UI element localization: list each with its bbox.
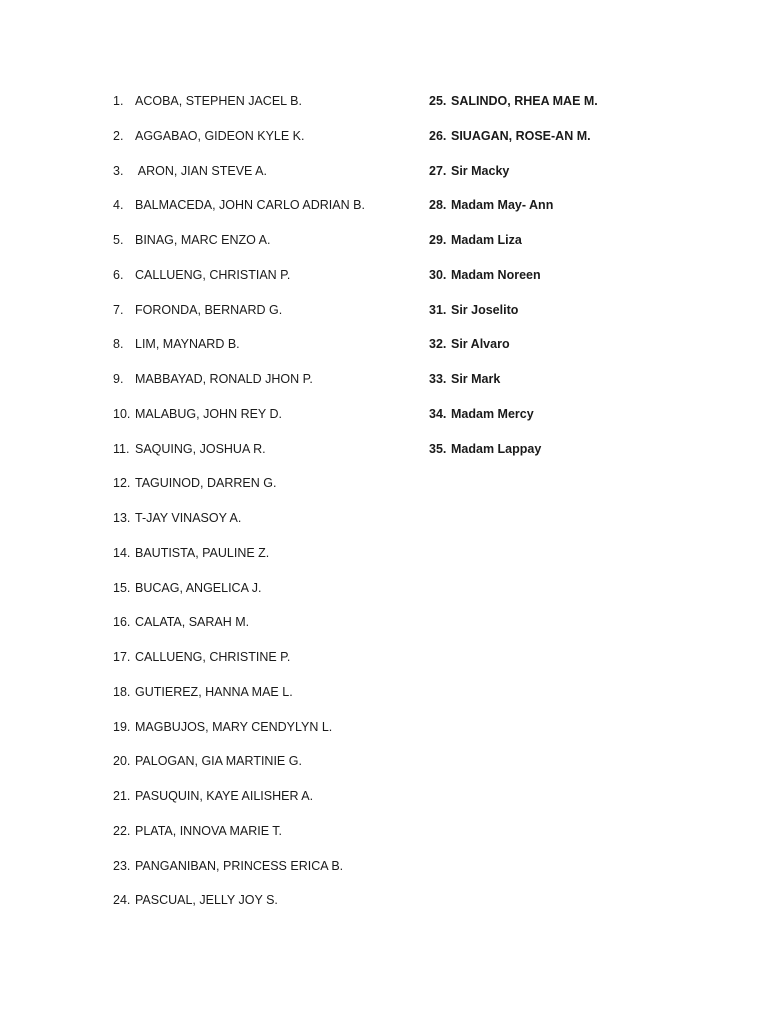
list-item-number: 32. [429, 337, 447, 352]
list-item [113, 751, 413, 786]
list-item-number: 21. [113, 789, 131, 803]
list-item [429, 265, 729, 300]
list-item-name: TAGUINOD, DARREN G. [135, 476, 277, 491]
list-item [113, 300, 413, 335]
list-item [113, 473, 413, 508]
list-item-number: 33. [429, 372, 447, 386]
list-item [113, 786, 413, 821]
list-item-number: 8. [113, 337, 124, 352]
list-item-number: 13. [113, 511, 131, 525]
list-item [113, 265, 413, 300]
list-item-name: BINAG, MARC ENZO A. [135, 233, 271, 247]
list-item-number: 28. [429, 198, 447, 213]
list-item-number: 1. [113, 94, 124, 108]
list-item-name: AGGABAO, GIDEON KYLE K. [135, 128, 305, 143]
list-item [113, 161, 413, 196]
list-item-name: FORONDA, BERNARD G. [135, 302, 283, 317]
list-item [113, 439, 413, 474]
list-item-name: CALLUENG, CHRISTIAN P. [135, 267, 291, 282]
list-item-number: 34. [429, 406, 447, 421]
list-item-name: CALATA, SARAH M. [135, 615, 250, 630]
list-item-name: LIM, MAYNARD B. [135, 337, 240, 352]
list-item-name: Madam Noreen [451, 267, 541, 282]
list-item-number: 3. [113, 163, 124, 178]
list-item-name: T-JAY VINASOY A. [135, 511, 242, 525]
list-item [429, 161, 729, 196]
list-item [429, 334, 729, 369]
list-item-number: 20. [113, 754, 131, 769]
list-item [113, 230, 413, 265]
list-item-number: 4. [113, 198, 124, 213]
list-item [429, 369, 729, 404]
list-item-number: 11. [113, 441, 130, 456]
list-item [429, 300, 729, 335]
list-item-name: Sir Macky [451, 163, 510, 178]
list-item-name: Madam Lappay [451, 441, 542, 456]
list-item-name: MALABUG, JOHN REY D. [135, 406, 283, 421]
list-item-name: PLATA, INNOVA MARIE T. [135, 823, 283, 838]
list-item-name: MAGBUJOS, MARY CENDYLYN L. [135, 719, 333, 734]
list-item-name: Sir Alvaro [451, 337, 510, 352]
list-item-number: 18. [113, 684, 131, 699]
name-list-right [429, 91, 729, 473]
list-item-number: 14. [113, 545, 131, 560]
list-item-number: 7. [113, 302, 124, 317]
list-item [113, 543, 413, 578]
list-item-name: BUCAG, ANGELICA J. [135, 580, 262, 595]
list-item [429, 91, 729, 126]
name-list-left [113, 91, 413, 925]
list-item [113, 508, 413, 543]
list-item [429, 439, 729, 474]
list-item-number: 15. [113, 580, 131, 595]
list-item-name: BAUTISTA, PAULINE Z. [135, 545, 270, 560]
list-item-name: SALINDO, RHEA MAE M. [451, 94, 598, 108]
list-item-number: 31. [429, 302, 447, 317]
list-item [429, 404, 729, 439]
list-item-name: MABBAYAD, RONALD JHON P. [135, 372, 313, 386]
list-item-number: 23. [113, 858, 131, 873]
list-item-number: 24. [113, 893, 131, 908]
list-item-number: 30. [429, 267, 447, 282]
list-item [429, 126, 729, 161]
list-item [113, 404, 413, 439]
list-item-name: SAQUING, JOSHUA R. [135, 441, 266, 456]
list-item-name: ACOBA, STEPHEN JACEL B. [135, 94, 302, 108]
list-item-number: 17. [113, 650, 131, 664]
list-item-name: Sir Mark [451, 372, 501, 386]
list-item-name: Madam Mercy [451, 406, 534, 421]
list-item-name: PASUQUIN, KAYE AILISHER A. [135, 789, 314, 803]
list-item-number: 29. [429, 233, 447, 247]
list-item-number: 9. [113, 372, 124, 386]
list-item-name: GUTIEREZ, HANNA MAE L. [135, 684, 293, 699]
list-item [113, 717, 413, 752]
list-item-number: 12. [113, 476, 131, 491]
list-item-number: 19. [113, 719, 131, 734]
list-item [113, 856, 413, 891]
list-item-name: SIUAGAN, ROSE-AN M. [451, 128, 591, 143]
list-item [113, 126, 413, 161]
list-item [113, 647, 413, 682]
list-item [429, 230, 729, 265]
list-item-number: 5. [113, 233, 124, 247]
list-item-name: ARON, JIAN STEVE A. [135, 163, 267, 178]
list-item [113, 91, 413, 126]
list-item-number: 25. [429, 94, 447, 108]
list-item-name: PALOGAN, GIA MARTINIE G. [135, 754, 302, 769]
list-item-name: BALMACEDA, JOHN CARLO ADRIAN B. [135, 198, 365, 213]
list-item-name: Madam May- Ann [451, 198, 554, 213]
list-item [113, 334, 413, 369]
list-item [113, 369, 413, 404]
list-item-number: 26. [429, 128, 447, 143]
list-item-number: 27. [429, 163, 447, 178]
list-item-name: Sir Joselito [451, 302, 519, 317]
list-item-name: Madam Liza [451, 233, 522, 247]
list-item-name: PASCUAL, JELLY JOY S. [135, 893, 278, 908]
list-item [113, 682, 413, 717]
list-item [113, 578, 413, 613]
list-item [113, 195, 413, 230]
list-item [113, 612, 413, 647]
list-item-name: PANGANIBAN, PRINCESS ERICA B. [135, 858, 344, 873]
list-item [429, 195, 729, 230]
list-item-number: 35. [429, 441, 447, 456]
list-item-number: 16. [113, 615, 131, 630]
list-item [113, 890, 413, 925]
list-item-number: 10. [113, 406, 131, 421]
list-item-name: CALLUENG, CHRISTINE P. [135, 650, 291, 664]
list-item-number: 22. [113, 823, 131, 838]
list-item-number: 6. [113, 267, 124, 282]
list-item [113, 821, 413, 856]
list-item-number: 2. [113, 128, 124, 143]
